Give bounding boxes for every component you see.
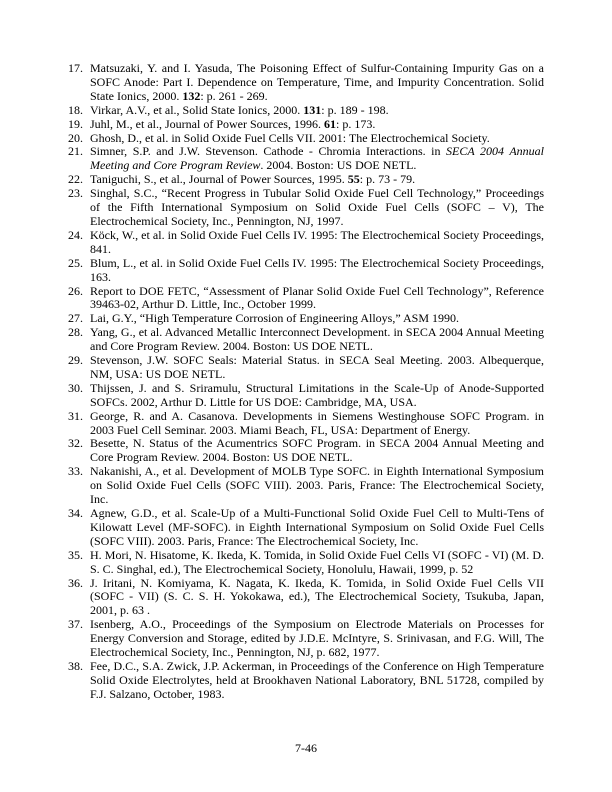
reference-text: Report to DOE FETC, “Assessment of Planar Solid Oxide Fuel Cell Technology”, Reference 39463-02, Arthur D. Little, Inc., October 1999. xyxy=(90,283,544,312)
reference-item xyxy=(68,326,544,354)
reference-item xyxy=(68,507,544,549)
reference-text: Matsuzaki, Y. and I. Yasuda, The Poisoning Effect of Sulfur-Containing Impurity Gas on a SOFC Anode: Part I. Dependence on Temperature, Time, and Impurity Concentration. Solid State Ionics, 2000. 132: p. 261 - 269. xyxy=(90,61,544,103)
reference-item xyxy=(68,382,544,410)
reference-text: Nakanishi, A., et al. Development of MOLB Type SOFC. in Eighth International Symposium on Solid Oxide Fuel Cells (SOFC VIII). 2003. Paris, France: The Electrochemical Society, Inc. xyxy=(90,464,544,507)
reference-list xyxy=(68,62,544,702)
reference-number: 29. xyxy=(68,353,83,368)
reference-number: 19. xyxy=(68,116,83,131)
reference-number: 24. xyxy=(68,227,83,242)
reference-text: Virkar, A.V., et al., Solid State Ionics, 2000. 131: p. 189 - 198. xyxy=(90,102,389,117)
reference-item xyxy=(68,312,544,326)
reference-number: 30. xyxy=(68,380,83,395)
reference-item xyxy=(68,173,544,187)
reference-text: Ghosh, D., et al. in Solid Oxide Fuel Cells VII. 2001: The Electrochemical Society. xyxy=(90,130,490,145)
reference-item xyxy=(68,257,544,285)
reference-item xyxy=(68,549,544,577)
reference-number: 25. xyxy=(68,255,83,270)
reference-text: J. Iritani, N. Komiyama, K. Nagata, K. Ikeda, K. Tomida, in Solid Oxide Fuel Cells VII (SOFC - VII) (S. C. S. H. Yokokawa, ed.), The Electrochemical Society, Tsukuba, Japan, 2001, p. 63 . xyxy=(90,575,544,618)
reference-number: 17. xyxy=(68,61,83,75)
page-number: 7-46 xyxy=(295,741,317,755)
reference-item xyxy=(68,660,544,702)
reference-item xyxy=(68,187,544,229)
reference-number: 35. xyxy=(68,547,83,562)
reference-number: 37. xyxy=(68,617,83,632)
reference-item xyxy=(68,285,544,313)
reference-text: Thijssen, J. and S. Sriramulu, Structural Limitations in the Scale-Up of Anode-Supported SOFCs. 2002, Arthur D. Little for US DOE: Cambridge, MA, USA. xyxy=(90,380,544,409)
reference-number: 28. xyxy=(68,325,83,340)
reference-text: Taniguchi, S., et al., Journal of Power Sources, 1995. 55: p. 73 - 79. xyxy=(90,172,416,187)
reference-text: George, R. and A. Casanova. Developments in Siemens Westinghouse SOFC Program. in 2003 Fuel Cell Seminar. 2003. Miami Beach, FL, USA: Department of Energy. xyxy=(90,408,544,437)
reference-number: 18. xyxy=(68,102,83,117)
reference-number: 20. xyxy=(68,130,83,145)
page-footer xyxy=(0,742,612,756)
reference-number: 33. xyxy=(68,464,83,479)
reference-item xyxy=(68,410,544,438)
reference-item xyxy=(68,145,544,173)
reference-number: 34. xyxy=(68,506,83,520)
reference-item xyxy=(68,229,544,257)
reference-text: H. Mori, N. Hisatome, K. Ikeda, K. Tomida, in Solid Oxide Fuel Cells VI (SOFC - VI) (M. D. S. C. Singhal, ed.), The Electrochemical Society, Honolulu, Hawaii, 1999, p. 52 xyxy=(90,547,544,576)
reference-item xyxy=(68,62,544,104)
reference-number: 27. xyxy=(68,311,83,326)
reference-text: Agnew, G.D., et al. Scale-Up of a Multi-Functional Solid Oxide Fuel Cell to Multi-Tens of Kilowatt Level (MF-SOFC). in Eighth International Symposium on Solid Oxide Fuel Cells (SOFC VIII). 2003. Paris, France: The Electrochemical Society, Inc. xyxy=(90,506,544,548)
reference-text: Fee, D.C., S.A. Zwick, J.P. Ackerman, in Proceedings of the Conference on High Temperature Solid Oxide Electrolytes, held at Brookhaven National Laboratory, BNL 51728, compiled by F.J. Salzano, October, 1983. xyxy=(90,658,544,701)
reference-item xyxy=(68,104,544,118)
reference-text: Lai, G.Y., “High Temperature Corrosion of Engineering Alloys,” ASM 1990. xyxy=(90,311,459,326)
reference-number: 31. xyxy=(68,408,83,423)
reference-text: Singhal, S.C., “Recent Progress in Tubular Solid Oxide Fuel Cell Technology,” Proceedings of the Fifth International Symposium on Solid Oxide Fuel Cells (SOFC – V), The Electrochemical Society, Inc., Pennington, NJ, 1997. xyxy=(90,186,544,228)
reference-item xyxy=(68,132,544,146)
reference-item xyxy=(68,465,544,507)
reference-item xyxy=(68,577,544,619)
reference-text: Stevenson, J.W. SOFC Seals: Material Status. in SECA Seal Meeting. 2003. Albequerque, NM, USA: US DOE NETL. xyxy=(90,353,544,381)
reference-text: Blum, L., et al. in Solid Oxide Fuel Cells IV. 1995: The Electrochemical Society Proceedings, 163. xyxy=(90,255,544,284)
reference-item xyxy=(68,437,544,465)
reference-number: 21. xyxy=(68,144,83,159)
reference-text: Juhl, M., et al., Journal of Power Sources, 1996. 61: p. 173. xyxy=(90,116,376,131)
reference-text: Köck, W., et al. in Solid Oxide Fuel Cells IV. 1995: The Electrochemical Society Proceedings, 841. xyxy=(90,227,544,256)
reference-item xyxy=(68,118,544,132)
reference-number: 32. xyxy=(68,436,83,451)
reference-text: Yang, G., et al. Advanced Metallic Interconnect Development. in SECA 2004 Annual Meeting and Core Program Review. 2004. Boston: US DOE NETL. xyxy=(90,325,544,354)
reference-text: Simner, S.P. and J.W. Stevenson. Cathode - Chromia Interactions. in SECA 2004 Annual Meeting and Core Program Review. 2004. Boston: US DOE NETL. xyxy=(90,144,544,173)
reference-number: 26. xyxy=(68,283,83,298)
reference-item xyxy=(68,618,544,660)
reference-number: 36. xyxy=(68,575,83,590)
reference-item xyxy=(68,354,544,382)
reference-number: 38. xyxy=(68,658,83,673)
reference-number: 23. xyxy=(68,186,83,201)
reference-text: Besette, N. Status of the Acumentrics SOFC Program. in SECA 2004 Annual Meeting and Core Program Review. 2004. Boston: US DOE NETL. xyxy=(90,436,544,465)
reference-text: Isenberg, A.O., Proceedings of the Symposium on Electrode Materials on Processes for Energy Conversion and Storage, edited by J.D.E. McIntyre, S. Srinivasan, and F.G. Will, The Electrochemical Society, Inc., Pennington, NJ, p. 682, 1977. xyxy=(90,617,544,660)
reference-number: 22. xyxy=(68,172,83,187)
